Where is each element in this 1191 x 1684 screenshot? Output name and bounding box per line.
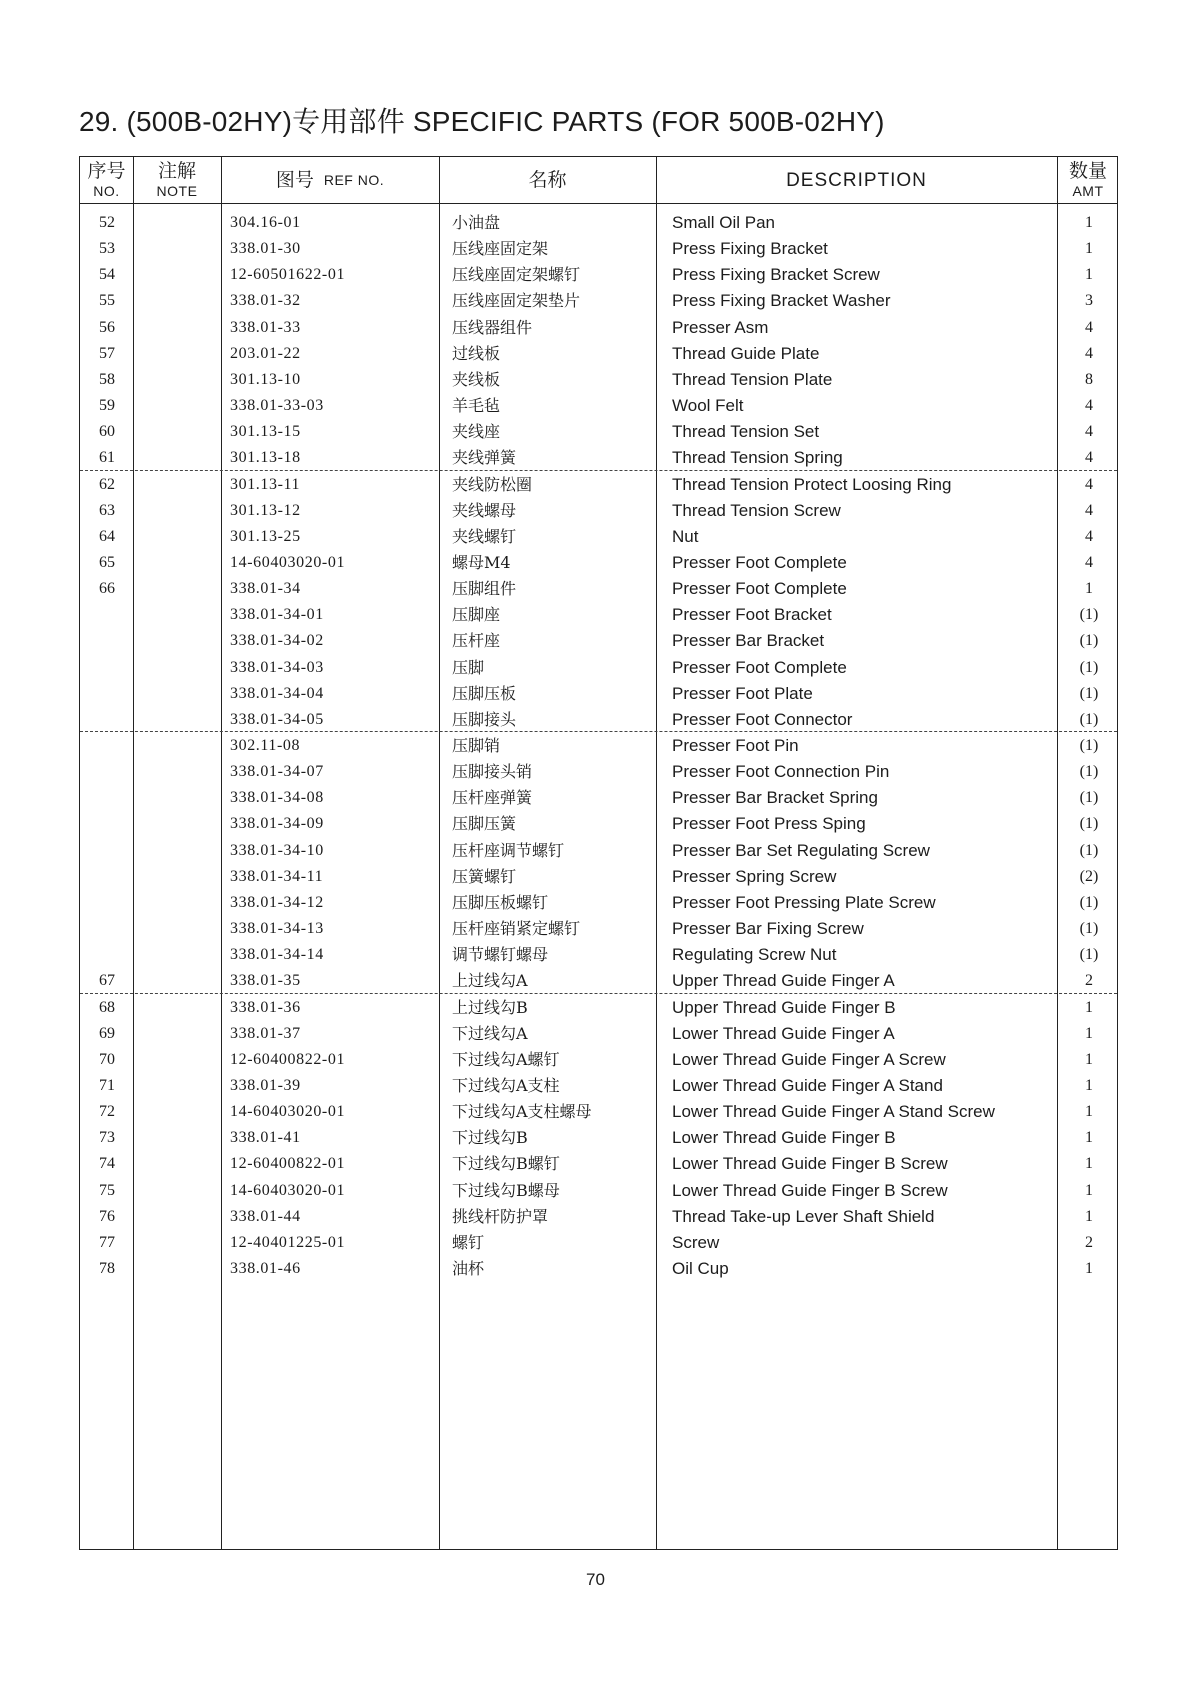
- row-amount: 4: [1085, 553, 1093, 571]
- row-no: 63: [99, 501, 115, 519]
- header-no: [80, 157, 133, 203]
- row-description: Presser Foot Plate: [672, 683, 813, 703]
- row-description: Upper Thread Guide Finger B: [672, 997, 896, 1017]
- header-amt-zh: 数量: [1068, 160, 1107, 182]
- row-ref-no: 12-60400822-01: [230, 1155, 346, 1173]
- row-ref-no: 338.01-34-11: [230, 867, 324, 885]
- row-name: 压脚压板螺钉: [452, 892, 549, 912]
- row-ref-no: 338.01-34-14: [230, 946, 324, 964]
- row-amount: 4: [1085, 475, 1093, 493]
- header-note-en: NOTE: [156, 183, 198, 199]
- row-name: 下过线勾A支柱螺母: [452, 1102, 592, 1122]
- row-no: 68: [99, 998, 115, 1016]
- table-row: [80, 1047, 1117, 1073]
- row-no: 77: [99, 1233, 115, 1251]
- row-name: 小油盘: [452, 213, 501, 232]
- row-name: 油杯: [452, 1259, 485, 1278]
- row-ref-no: 338.01-34-10: [230, 841, 324, 859]
- row-name: 压杆座: [452, 631, 501, 651]
- row-name: 挑线杆防护罩: [452, 1206, 549, 1226]
- row-name: 压线器组件: [452, 317, 533, 337]
- table-row: [80, 576, 1117, 602]
- row-no: 58: [99, 370, 115, 388]
- row-name: 压脚组件: [452, 579, 517, 599]
- row-description: Presser Foot Complete: [672, 552, 847, 572]
- header-no-en: NO.: [93, 183, 120, 199]
- row-no: 66: [99, 580, 115, 598]
- row-no: 62: [99, 475, 115, 493]
- table-row: [80, 367, 1117, 393]
- row-amount: 4: [1085, 397, 1093, 415]
- header-description-en: DESCRIPTION: [786, 169, 927, 191]
- row-name: 下过线勾A: [452, 1023, 528, 1043]
- row-ref-no: 338.01-32: [230, 292, 301, 310]
- row-description: Thread Tension Set: [672, 422, 820, 442]
- row-name: 下过线勾A螺钉: [452, 1049, 560, 1069]
- table-row: [80, 210, 1117, 236]
- row-ref-no: 14-60403020-01: [230, 1103, 346, 1121]
- table-row: [80, 838, 1117, 864]
- row-name: 下过线勾A支柱: [452, 1075, 560, 1095]
- row-name: 下过线勾B螺母: [452, 1180, 560, 1200]
- table-row: [80, 550, 1117, 576]
- row-ref-no: 301.13-12: [230, 501, 301, 519]
- row-name: 压簧螺钉: [452, 866, 517, 886]
- row-amount: 3: [1085, 292, 1093, 310]
- row-ref-no: 338.01-34-12: [230, 893, 324, 911]
- row-ref-no: 338.01-36: [230, 998, 301, 1016]
- row-no: 57: [99, 344, 115, 362]
- row-description: Press Fixing Bracket Washer: [672, 291, 891, 311]
- table-row: [80, 602, 1117, 628]
- row-description: Presser Bar Fixing Screw: [672, 919, 864, 939]
- row-amount: (1): [1079, 841, 1099, 859]
- row-ref-no: 338.01-34-01: [230, 606, 324, 624]
- header-note-zh: 注解: [157, 160, 196, 182]
- header-ref-en: REF NO.: [323, 172, 385, 188]
- row-description: Presser Foot Complete: [672, 579, 847, 599]
- header-no-zh: 序号: [87, 160, 126, 182]
- row-name: 压脚接头: [452, 709, 517, 729]
- table-row: [80, 419, 1117, 445]
- row-description: Presser Foot Complete: [672, 657, 847, 677]
- row-description: Thread Tension Spring: [672, 448, 843, 468]
- row-ref-no: 301.13-25: [230, 527, 301, 545]
- row-name: 压线座固定架: [452, 239, 549, 259]
- table-row: [80, 1230, 1117, 1256]
- row-amount: 1: [1085, 1181, 1093, 1199]
- row-description: Lower Thread Guide Finger B Screw: [672, 1154, 948, 1174]
- table-row: [80, 1151, 1117, 1177]
- table-row: [80, 472, 1117, 498]
- row-ref-no: 304.16-01: [230, 214, 301, 231]
- header-amt: [1057, 157, 1119, 203]
- row-name: 压脚压板: [452, 683, 517, 703]
- row-description: Upper Thread Guide Finger A: [672, 971, 895, 991]
- row-name: 夹线螺母: [452, 500, 517, 520]
- row-no: 71: [99, 1076, 115, 1094]
- row-amount: 4: [1085, 501, 1093, 519]
- table-row: [80, 315, 1117, 341]
- table-row: [80, 1125, 1117, 1151]
- row-amount: 8: [1085, 370, 1093, 388]
- row-description: Presser Bar Bracket: [672, 631, 825, 651]
- page-title: 29. (500B-02HY)专用部件 SPECIFIC PARTS (FOR 500B-02HY): [79, 106, 885, 137]
- row-amount: (1): [1079, 763, 1099, 781]
- row-amount: (1): [1079, 893, 1099, 911]
- row-name: 下过线勾B螺钉: [452, 1154, 560, 1174]
- row-amount: 1: [1085, 1024, 1093, 1042]
- row-ref-no: 301.13-15: [230, 423, 301, 441]
- row-ref-no: 12-60501622-01: [230, 266, 346, 284]
- header-note: [133, 157, 221, 203]
- row-name: 压脚销: [452, 736, 501, 755]
- row-amount: 1: [1085, 1207, 1093, 1225]
- row-name: 压脚座: [452, 605, 501, 625]
- row-amount: 4: [1085, 344, 1093, 362]
- table-row: [80, 341, 1117, 367]
- row-amount: (1): [1079, 684, 1099, 702]
- row-ref-no: 301.13-10: [230, 370, 301, 388]
- table-row: [80, 681, 1117, 707]
- row-amount: 1: [1085, 1103, 1093, 1121]
- table-row: [80, 733, 1117, 759]
- table-row: [80, 1073, 1117, 1099]
- header-amt-en: AMT: [1072, 183, 1104, 199]
- row-name: 压脚: [452, 657, 485, 677]
- row-description: Lower Thread Guide Finger B Screw: [672, 1180, 948, 1200]
- table-row: [80, 942, 1117, 968]
- row-name: 夹线螺钉: [452, 526, 517, 546]
- row-amount: (1): [1079, 632, 1099, 650]
- row-description: Presser Foot Pressing Plate Screw: [672, 892, 936, 912]
- row-no: 76: [99, 1207, 115, 1225]
- row-amount: (1): [1079, 737, 1099, 754]
- row-amount: 1: [1085, 1155, 1093, 1173]
- row-no: 72: [99, 1103, 115, 1121]
- row-name: 螺钉: [452, 1232, 485, 1252]
- row-amount: 1: [1085, 214, 1093, 231]
- row-amount: (1): [1079, 946, 1099, 964]
- row-name: 压杆座弹簧: [452, 788, 533, 808]
- row-description: Nut: [672, 526, 699, 546]
- row-no: 56: [99, 318, 115, 336]
- table-row: [80, 445, 1117, 471]
- row-name: 夹线座: [452, 422, 501, 442]
- table-row: [80, 1256, 1117, 1282]
- row-amount: 4: [1085, 318, 1093, 336]
- row-amount: 4: [1085, 449, 1093, 467]
- row-ref-no: 12-60400822-01: [230, 1050, 346, 1068]
- row-description: Regulating Screw Nut: [672, 945, 837, 965]
- row-ref-no: 338.01-34-03: [230, 658, 324, 676]
- row-ref-no: 338.01-41: [230, 1129, 301, 1147]
- row-ref-no: 338.01-35: [230, 972, 301, 990]
- row-ref-no: 203.01-22: [230, 344, 301, 362]
- row-description: Presser Foot Pin: [672, 736, 799, 755]
- row-no: 61: [99, 449, 115, 467]
- row-description: Lower Thread Guide Finger A Screw: [672, 1049, 946, 1069]
- row-amount: 2: [1085, 1233, 1093, 1251]
- row-ref-no: 302.11-08: [230, 737, 301, 754]
- row-ref-no: 14-60403020-01: [230, 1181, 346, 1199]
- table-row: [80, 995, 1117, 1021]
- row-amount: (1): [1079, 815, 1099, 833]
- row-name: 夹线防松圈: [452, 474, 533, 494]
- table-row: [80, 968, 1117, 994]
- parts-table: [79, 156, 1118, 1550]
- row-name: 羊毛毡: [452, 396, 501, 416]
- row-name: 下过线勾B: [452, 1128, 528, 1148]
- row-name: 螺母M4: [452, 552, 511, 572]
- row-amount: 1: [1085, 1076, 1093, 1094]
- row-ref-no: 338.01-34-05: [230, 710, 324, 728]
- table-row: [80, 393, 1117, 419]
- row-amount: 1: [1085, 1050, 1093, 1068]
- row-no: 64: [99, 527, 115, 545]
- row-description: Wool Felt: [672, 396, 744, 416]
- table-row: [80, 1204, 1117, 1230]
- row-description: Presser Foot Connector: [672, 709, 853, 729]
- row-ref-no: 338.01-37: [230, 1024, 301, 1042]
- row-description: Small Oil Pan: [672, 213, 775, 232]
- row-ref-no: 338.01-34-13: [230, 920, 324, 938]
- row-ref-no: 338.01-34-04: [230, 684, 324, 702]
- row-description: Screw: [672, 1232, 720, 1252]
- row-no: 74: [99, 1155, 115, 1173]
- row-description: Lower Thread Guide Finger A Stand: [672, 1075, 943, 1095]
- table-row: [80, 864, 1117, 890]
- row-name: 上过线勾B: [452, 997, 528, 1017]
- row-description: Presser Spring Screw: [672, 866, 837, 886]
- row-description: Presser Bar Bracket Spring: [672, 788, 878, 808]
- row-no: 78: [99, 1260, 115, 1277]
- row-name: 夹线弹簧: [452, 448, 517, 468]
- row-amount: 1: [1085, 240, 1093, 258]
- row-no: 75: [99, 1181, 115, 1199]
- row-ref-no: 338.01-44: [230, 1207, 301, 1225]
- table-row: [80, 288, 1117, 314]
- row-description: Lower Thread Guide Finger A Stand Screw: [672, 1102, 995, 1122]
- row-ref-no: 338.01-33-03: [230, 397, 324, 415]
- row-description: Press Fixing Bracket Screw: [672, 265, 880, 285]
- row-no: 67: [99, 972, 115, 990]
- row-no: 60: [99, 423, 115, 441]
- row-no: 54: [99, 266, 115, 284]
- row-description: Lower Thread Guide Finger B: [672, 1128, 896, 1148]
- row-ref-no: 301.13-11: [230, 475, 301, 493]
- row-no: 55: [99, 292, 115, 310]
- row-no: 73: [99, 1129, 115, 1147]
- row-name: 过线板: [452, 343, 501, 363]
- table-row: [80, 759, 1117, 785]
- row-no: 52: [99, 214, 115, 231]
- row-description: Presser Foot Press Sping: [672, 814, 866, 834]
- header-description: [656, 157, 1057, 203]
- table-row: [80, 916, 1117, 942]
- row-amount: (1): [1079, 789, 1099, 807]
- row-amount: 4: [1085, 527, 1093, 545]
- table-row: [80, 785, 1117, 811]
- row-name: 压线座固定架垫片: [452, 291, 581, 311]
- page-number: 70: [586, 1570, 605, 1589]
- row-no: 69: [99, 1024, 115, 1042]
- row-no: 59: [99, 397, 115, 415]
- row-name: 夹线板: [452, 369, 501, 389]
- row-no: 65: [99, 553, 115, 571]
- header-ref: [221, 157, 439, 203]
- row-name: 压脚接头销: [452, 762, 533, 782]
- row-description: Presser Foot Connection Pin: [672, 762, 890, 782]
- table-row: [80, 262, 1117, 288]
- row-amount: 1: [1085, 580, 1093, 598]
- row-name: 压脚压簧: [452, 814, 517, 834]
- row-amount: (2): [1079, 867, 1099, 885]
- row-amount: 1: [1085, 266, 1093, 284]
- header-ref-zh: 图号: [275, 168, 314, 191]
- row-amount: 2: [1085, 972, 1093, 990]
- row-amount: (1): [1079, 658, 1099, 676]
- row-ref-no: 338.01-34-02: [230, 632, 324, 650]
- row-description: Presser Foot Bracket: [672, 605, 832, 625]
- table-row: [80, 1021, 1117, 1047]
- row-amount: (1): [1079, 606, 1099, 624]
- table-row: [80, 628, 1117, 654]
- row-description: Thread Tension Plate: [672, 369, 833, 389]
- table-row: [80, 524, 1117, 550]
- row-ref-no: 301.13-18: [230, 449, 301, 467]
- row-no: 53: [99, 240, 115, 258]
- row-ref-no: 338.01-33: [230, 318, 301, 336]
- row-name: 上过线勾A: [452, 971, 528, 991]
- table-row: [80, 707, 1117, 733]
- row-name: 压杆座调节螺钉: [452, 840, 565, 860]
- row-description: Lower Thread Guide Finger A: [672, 1023, 895, 1043]
- row-ref-no: 338.01-34: [230, 580, 301, 598]
- table-row: [80, 890, 1117, 916]
- row-amount: 4: [1085, 423, 1093, 441]
- row-ref-no: 12-40401225-01: [230, 1233, 346, 1251]
- row-name: 压线座固定架螺钉: [452, 265, 581, 285]
- table-row: [80, 655, 1117, 681]
- row-name: 压杆座销紧定螺钉: [452, 919, 581, 939]
- row-amount: (1): [1079, 710, 1099, 728]
- header-name: [439, 157, 656, 203]
- table-row: [80, 498, 1117, 524]
- header-separator: [80, 203, 1117, 204]
- row-no: 70: [99, 1050, 115, 1068]
- row-ref-no: 14-60403020-01: [230, 553, 346, 571]
- row-description: Thread Tension Screw: [672, 500, 841, 520]
- row-description: Press Fixing Bracket: [672, 239, 828, 259]
- row-description: Oil Cup: [672, 1259, 729, 1278]
- table-row: [80, 236, 1117, 262]
- row-ref-no: 338.01-34-08: [230, 789, 324, 807]
- table-row: [80, 1178, 1117, 1204]
- row-amount: (1): [1079, 920, 1099, 938]
- row-ref-no: 338.01-34-09: [230, 815, 324, 833]
- row-description: Presser Bar Set Regulating Screw: [672, 840, 930, 860]
- row-ref-no: 338.01-34-07: [230, 763, 324, 781]
- row-description: Thread Tension Protect Loosing Ring: [672, 474, 952, 494]
- row-name: 调节螺钉螺母: [452, 945, 549, 965]
- row-amount: 1: [1085, 1129, 1093, 1147]
- row-description: Presser Asm: [672, 317, 769, 337]
- row-ref-no: 338.01-39: [230, 1076, 301, 1094]
- table-row: [80, 811, 1117, 837]
- row-amount: 1: [1085, 1260, 1093, 1277]
- row-description: Thread Guide Plate: [672, 343, 820, 363]
- row-ref-no: 338.01-46: [230, 1260, 301, 1277]
- row-ref-no: 338.01-30: [230, 240, 301, 258]
- row-amount: 1: [1085, 998, 1093, 1016]
- row-description: Thread Take-up Lever Shaft Shield: [672, 1206, 935, 1226]
- header-name-zh: 名称: [528, 168, 567, 191]
- table-row: [80, 1099, 1117, 1125]
